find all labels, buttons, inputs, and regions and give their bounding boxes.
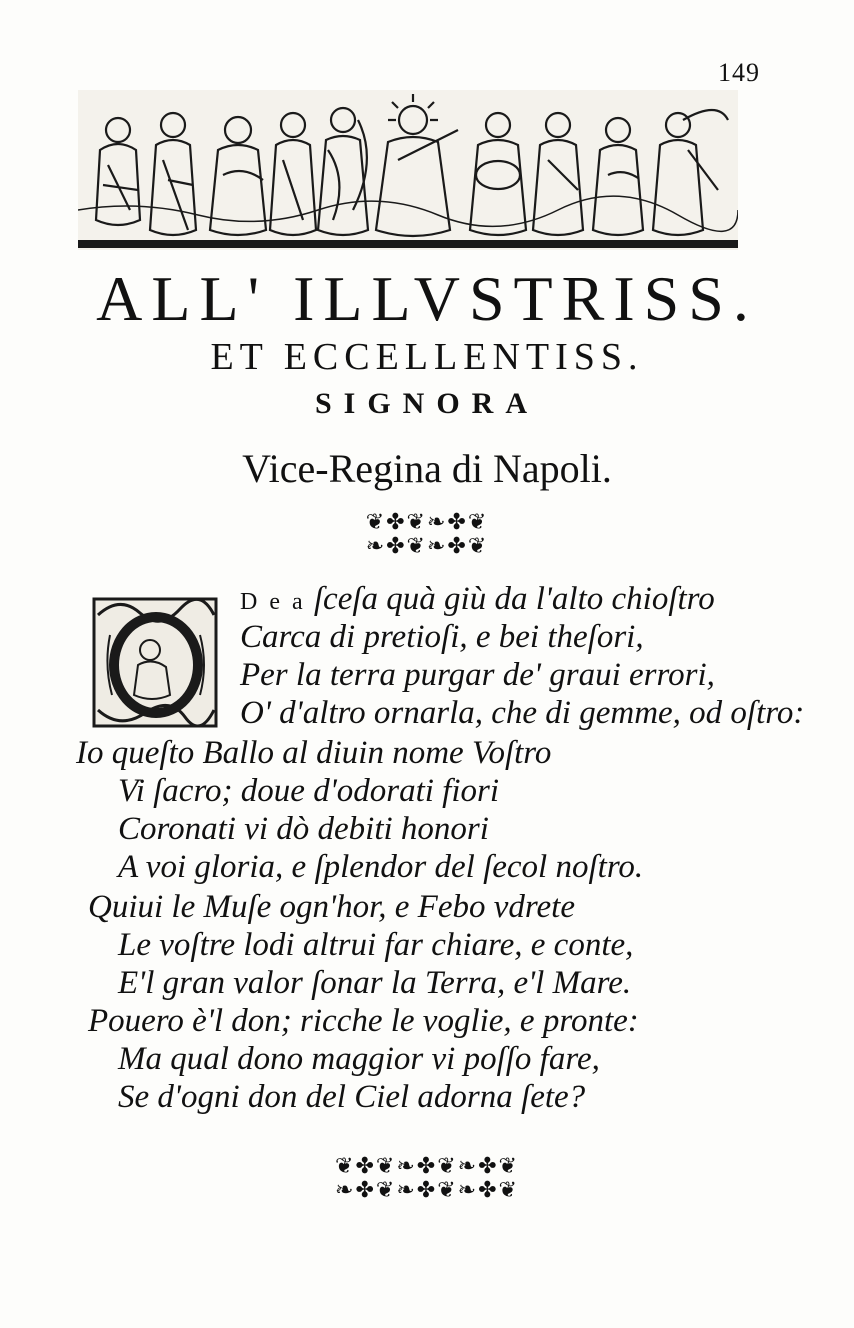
poem-line-4: O' d'altro ornarla, che di gemme, od oſtro: [240, 695, 805, 731]
poem-line-1 [240, 580, 715, 621]
poem-line-6: Vi ſacro; doue d'odorati fiori [118, 773, 500, 809]
poem-line-11: E'l gran valor ſonar la Terra, e'l Mare. [118, 965, 632, 1001]
fleuron-ornament-bottom [0, 1155, 854, 1203]
decorated-initial-letter-o [90, 595, 220, 730]
fleuron-row-top-2: ❧✤❦❧✤❦ [365, 534, 489, 559]
poem-line-1-text: ſceſa quà giù da l'alto chioſtro [305, 581, 715, 617]
dedication-title-line-4: Vice-Regina di Napoli. [242, 446, 612, 491]
dedication-title-line-2: ET ECCELLENTISS. [210, 336, 644, 378]
dedication-title-line-3: SIGNORA [314, 387, 540, 420]
fleuron-row-bottom: ❦✤❦❧✤❦❧✤❦ [335, 1154, 519, 1179]
poem-line-3: Per la terra purgar de' graui errori, [240, 657, 715, 693]
fleuron-row-top: ❦✤❦❧✤❦ [365, 510, 489, 535]
poem-line-12: Pouero è'l don; ricche le voglie, e pronte: [88, 1003, 639, 1039]
poem-line-10: Le voſtre lodi altrui far chiare, e conte, [118, 927, 634, 963]
poem-line-9: Quiui le Muſe ogn'hor, e Febo vdrete [88, 889, 575, 925]
poem-line-13: Ma qual dono maggior vi poſſo fare, [118, 1041, 600, 1077]
poem-line-2: Carca di pretioſi, e bei theſori, [240, 619, 644, 655]
fleuron-ornament-top [0, 511, 854, 559]
poem-line-1-small-caps: D e a [240, 589, 306, 615]
fleuron-row-bottom-2: ❧✤❦❧✤❦❧✤❦ [335, 1178, 519, 1203]
woodcut-frieze-illustration [78, 90, 738, 250]
page-number: 149 [718, 58, 760, 87]
dedication-title-line-1: ALL' ILLVSTRISS. [96, 263, 758, 334]
poem-line-7: Coronati vi dò debiti honori [118, 811, 489, 847]
poem-line-5: Io queſto Ballo al diuin nome Voſtro [76, 735, 552, 771]
poem-line-14: Se d'ogni don del Ciel adorna ſete? [118, 1079, 586, 1115]
poem-line-8: A voi gloria, e ſplendor del ſecol noſtro. [118, 849, 644, 885]
